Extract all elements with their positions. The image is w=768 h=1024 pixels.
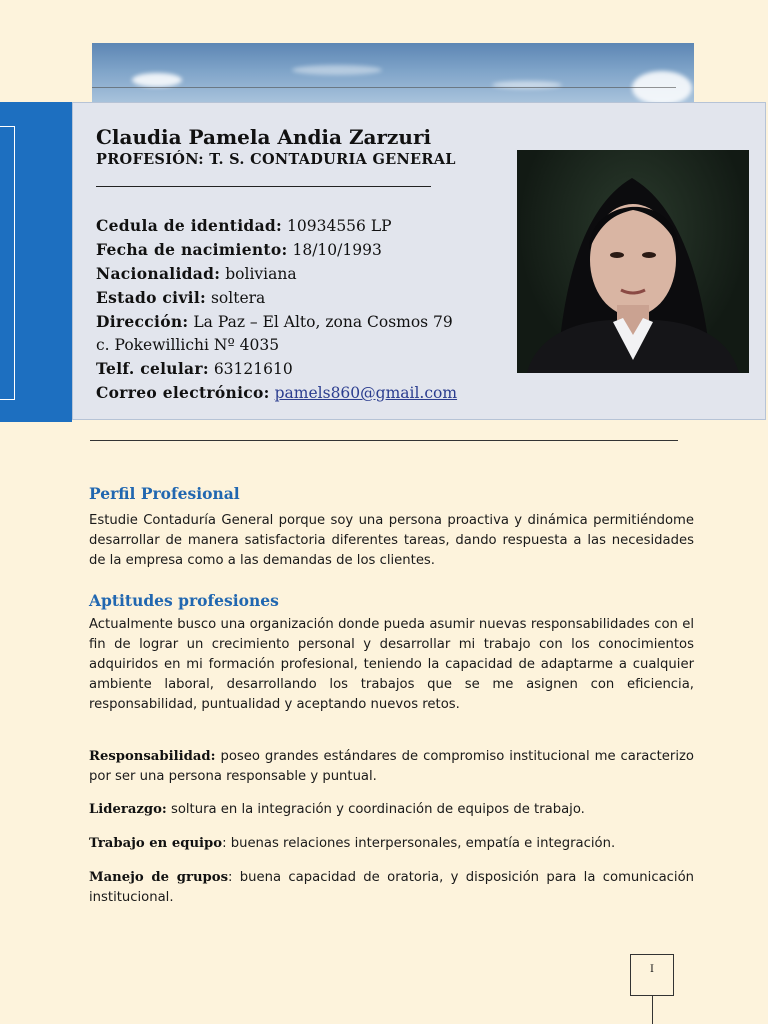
aptitudes-text: Actualmente busco una organización donde pueda asumir nuevas responsabilidades con el fin de lograr un crecimiento personal y desarrollar mi trabajo con los conocimientos adquiridos en mi formación profesional, teniendo la capacidad de adaptarme a cualquier ambiente laboral, desarrollando los trabajos que se me asignen con eficiencia, responsabilidad, puntualidad y aceptando nuevos retos. — [89, 617, 694, 712]
info-nacimiento: Fecha de nacimiento: 18/10/1993 — [96, 240, 382, 259]
left-accent-bar — [0, 102, 72, 422]
candidate-profession: PROFESIÓN: T. S. CONTADURIA GENERAL — [96, 151, 456, 168]
info-nacionalidad: Nacionalidad: boliviana — [96, 264, 297, 283]
info-telefono: Telf. celular: 63121610 — [96, 359, 293, 378]
perfil-text: Estudie Contaduría General porque soy una persona proactiva y dinámica permitiéndome desarrollar de manera satisfactoria diferentes tareas, dando respuesta a las necesidades de la empresa como a las demandas de los clientes. — [89, 513, 694, 568]
info-correo: Correo electrónico: pamels860@gmail.com — [96, 383, 458, 402]
perfil-heading: Perfil Profesional — [89, 484, 240, 503]
info-cedula: Cedula de identidad: 10934556 LP — [96, 216, 392, 235]
info-direccion: Dirección: La Paz – El Alto, zona Cosmos 79 — [96, 312, 453, 331]
profile-photo — [517, 150, 749, 373]
skill-liderazgo: Liderazgo: soltura en la integración y coordinación de equipos de trabajo. — [89, 802, 585, 817]
name-divider — [96, 186, 431, 187]
aptitudes-heading: Aptitudes profesiones — [89, 591, 279, 610]
personal-info — [96, 214, 457, 405]
skill-responsabilidad: Responsabilidad: poseo grandes estándares de compromiso institucional me caracterizo por ser una persona responsable y puntual. — [89, 749, 694, 784]
skill-trabajo-equipo: Trabajo en equipo: buenas relaciones interpersonales, empatía e integración. — [89, 836, 616, 851]
page-number-line — [652, 996, 653, 1024]
section-divider — [90, 440, 678, 441]
email-link[interactable]: pamels860@gmail.com — [274, 384, 458, 402]
info-estado-civil: Estado civil: soltera — [96, 288, 266, 307]
candidate-name: Claudia Pamela Andia Zarzuri — [96, 125, 432, 149]
info-direccion-2: c. Pokewillichi Nº 4035 — [96, 336, 280, 354]
page-number: I — [650, 964, 654, 975]
page-number-box — [630, 954, 674, 996]
header-sky-banner — [92, 43, 694, 103]
skill-manejo-grupos: Manejo de grupos: buena capacidad de oratoria, y disposición para la comunicación institucional. — [89, 870, 694, 905]
